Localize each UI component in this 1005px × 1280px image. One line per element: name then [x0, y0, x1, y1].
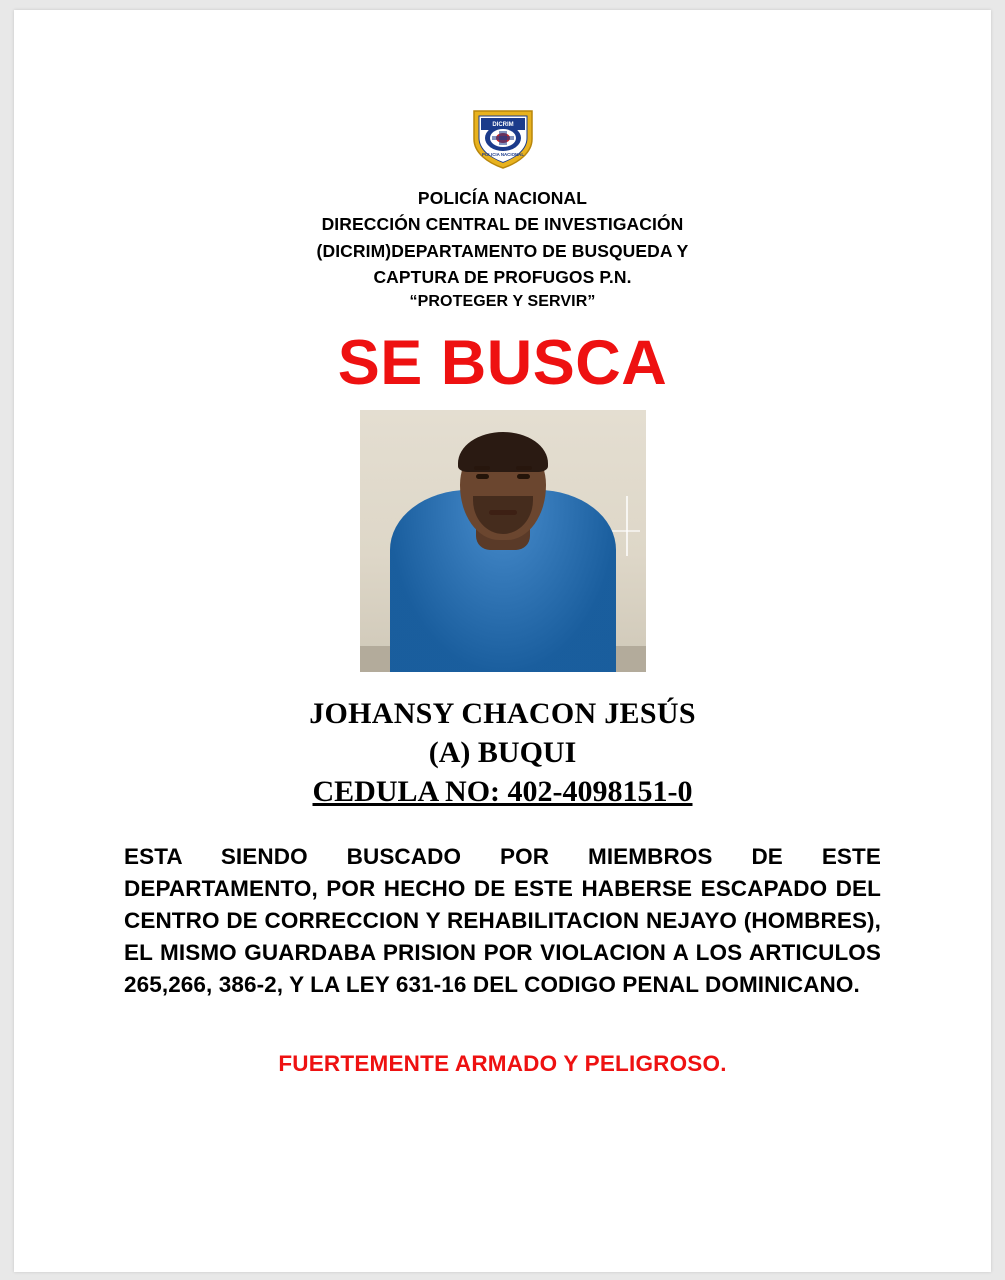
wanted-person-photo — [360, 410, 646, 672]
photo-wall-edge-secondary — [612, 530, 640, 532]
photo-container — [124, 410, 881, 672]
danger-warning: FUERTEMENTE ARMADO Y PELIGROSO. — [278, 1050, 727, 1076]
subject-cedula: CEDULA NO: 402-4098151-0 — [312, 775, 693, 809]
agency-motto: “PROTEGER Y SERVIR” — [409, 293, 596, 310]
agency-header — [124, 185, 881, 314]
photo-eye-left — [476, 474, 489, 479]
photo-brow-left — [474, 466, 490, 470]
photo-eye-right — [517, 474, 530, 479]
police-crest-icon — [466, 105, 540, 171]
subject-name: JOHANSY CHACON JESÚS — [309, 697, 696, 731]
wanted-poster-page — [14, 10, 991, 1272]
photo-wall-edge — [626, 496, 628, 556]
crest-container — [124, 105, 881, 171]
header-line-4: CAPTURA DE PROFUGOS P.N. — [373, 266, 632, 287]
svg-text:DICRIM: DICRIM — [491, 122, 514, 128]
header-line-2: DIRECCIÓN CENTRAL DE INVESTIGACIÓN — [321, 214, 684, 235]
photo-mouth — [489, 510, 517, 515]
subject-alias: (A) BUQUI — [428, 736, 577, 770]
svg-text:POLICIA NACIONAL: POLICIA NACIONAL — [481, 152, 524, 157]
case-description: ESTA SIENDO BUSCADO POR MIEMBROS DE ESTE DEPARTAMENTO, POR HECHO DE ESTE HABERSE ESCAPADO DEL CENTRO DE CORRECCION Y REHABILITACION NEJAYO (HOMBRES), EL MISMO GUARDABA PRISION POR VIOLACION A LOS ARTICULOS 265,266, 386-2, Y LA LEY 631-16 DEL CODIGO PENAL DOMINICANO. — [124, 844, 881, 997]
header-line-3: (DICRIM)DEPARTAMENTO DE BUSQUEDA Y — [316, 240, 689, 261]
headline-se-busca: SE BUSCA — [337, 328, 668, 398]
subject-identity — [124, 694, 881, 811]
header-line-1: POLICÍA NACIONAL — [417, 188, 588, 208]
photo-brow-right — [516, 466, 532, 470]
